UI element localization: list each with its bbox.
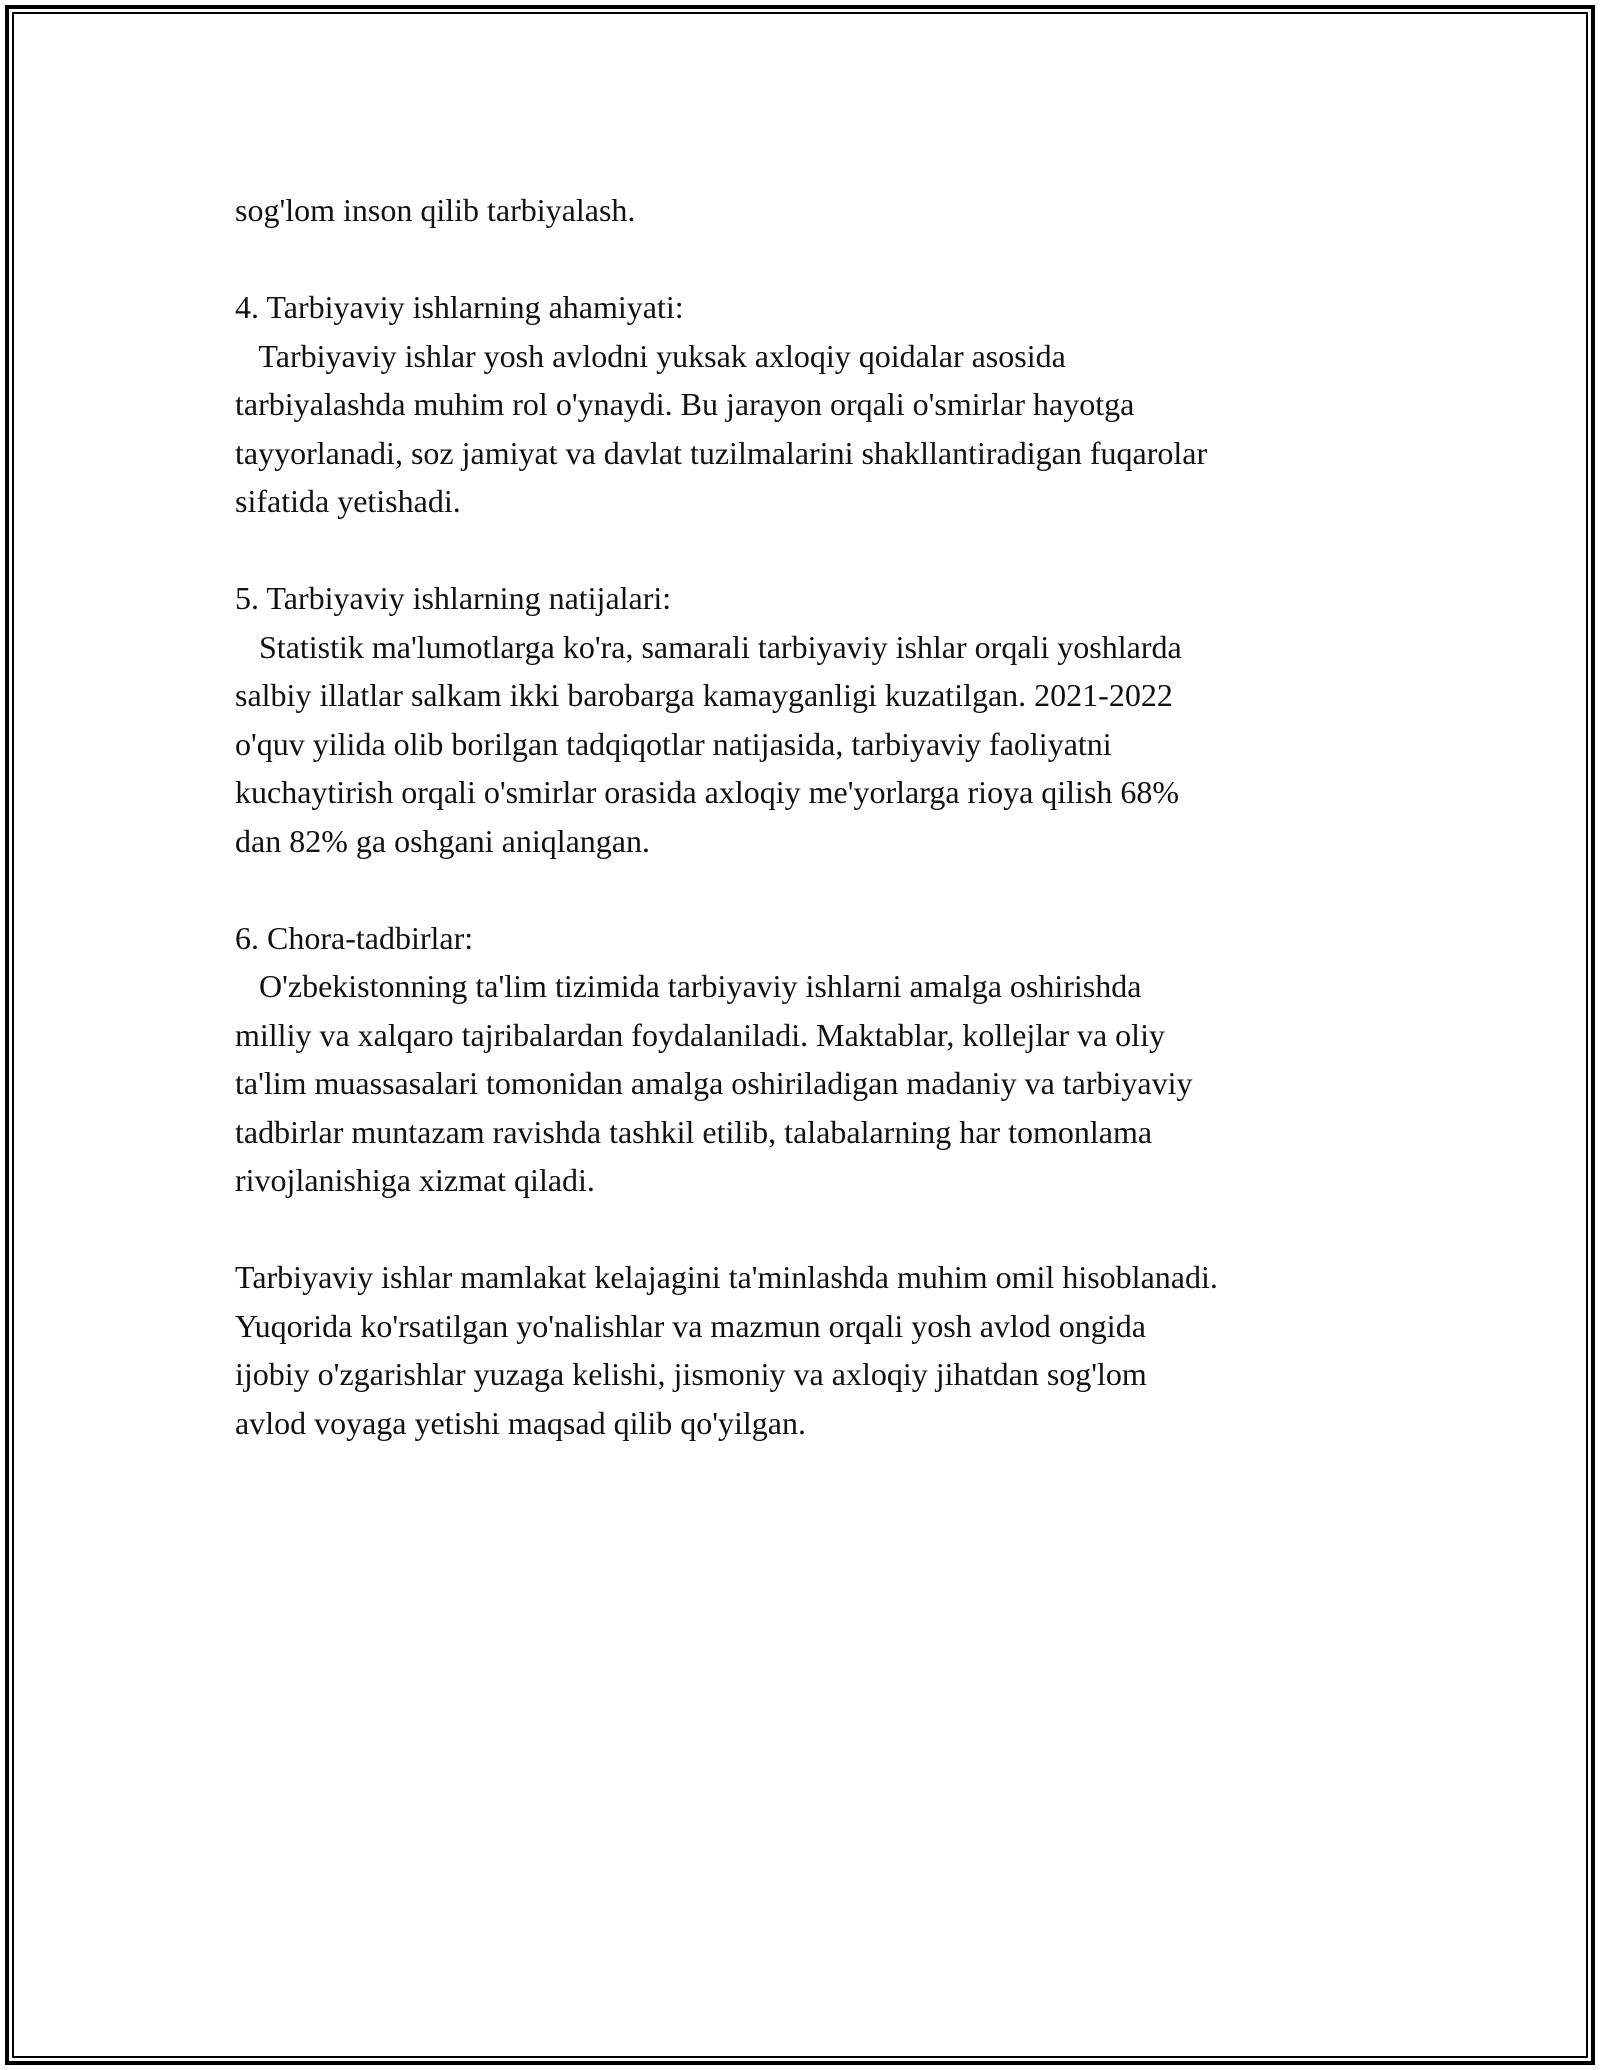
section-heading: 4. Tarbiyaviy ishlarning ahamiyati: (235, 289, 684, 325)
conclusion-line: Yuqorida ko'rsatilgan yo'nalishlar va mazmun orqali yosh avlod ongida (235, 1307, 1146, 1344)
paragraph-gap (235, 235, 1385, 284)
section-heading: 5. Tarbiyaviy ishlarning natijalari: (235, 580, 672, 616)
conclusion-line: avlod voyaga yetishi maqsad qilib qo'yilgan. (235, 1404, 806, 1441)
conclusion-paragraph (235, 1253, 1385, 1447)
section-measures (235, 914, 1385, 1205)
section-line: tayyorlanadi, soz jamiyat va davlat tuzilmalarini shakllantiradigan fuqarolar (235, 434, 1208, 471)
section-importance (235, 283, 1385, 526)
paragraph-gap (235, 1205, 1385, 1254)
section-line: tarbiyalashda muhim rol o'ynaydi. Bu jarayon orqali o'smirlar hayotga (235, 386, 1135, 422)
intro-line: sog'lom inson qilib tarbiyalash. (235, 192, 636, 228)
section-results (235, 574, 1385, 865)
section-line: o'quv yilida olib borilgan tadqiqotlar natijasida, tarbiyaviy faoliyatni (235, 725, 1112, 762)
section-line: Statistik ma'lumotlarga ko'ra, samarali tarbiyaviy ishlar orqali yoshlarda (235, 628, 1182, 665)
section-line: salbiy illatlar salkam ikki barobarga kamayganligi kuzatilgan. 2021-2022 (235, 677, 1173, 713)
paragraph-gap (235, 526, 1385, 575)
section-line: milliy va xalqaro tajribalardan foydalaniladi. Maktablar, kollejlar va oliy (235, 1016, 1165, 1053)
conclusion-line: ijobiy o'zgarishlar yuzaga kelishi, jismoniy va axloqiy jihatdan sog'lom (235, 1356, 1147, 1392)
section-line: dan 82% ga oshgani aniqlangan. (235, 822, 650, 859)
section-line: rivojlanishiga xizmat qiladi. (235, 1162, 595, 1198)
document-body (235, 186, 1385, 1447)
section-line: ta'lim muassasalari tomonidan amalga oshiriladigan madaniy va tarbiyaviy (235, 1065, 1193, 1101)
paragraph-gap (235, 865, 1385, 914)
section-line: sifatida yetishadi. (235, 483, 461, 519)
section-line: tadbirlar muntazam ravishda tashkil etilib, talabalarning har tomonlama (235, 1113, 1153, 1150)
section-line: Tarbiyaviy ishlar yosh avlodni yuksak axloqiy qoidalar asosida (235, 337, 1066, 374)
section-line: O'zbekistonning ta'lim tizimida tarbiyaviy ishlarni amalga oshirishda (235, 968, 1142, 1004)
section-heading: 6. Chora-tadbirlar: (235, 919, 474, 956)
section-line: kuchaytirish orqali o'smirlar orasida axloqiy me'yorlarga rioya qilish 68% (235, 774, 1180, 810)
conclusion-line: Tarbiyaviy ishlar mamlakat kelajagini ta'minlashda muhim omil hisoblanadi. (235, 1259, 1218, 1295)
